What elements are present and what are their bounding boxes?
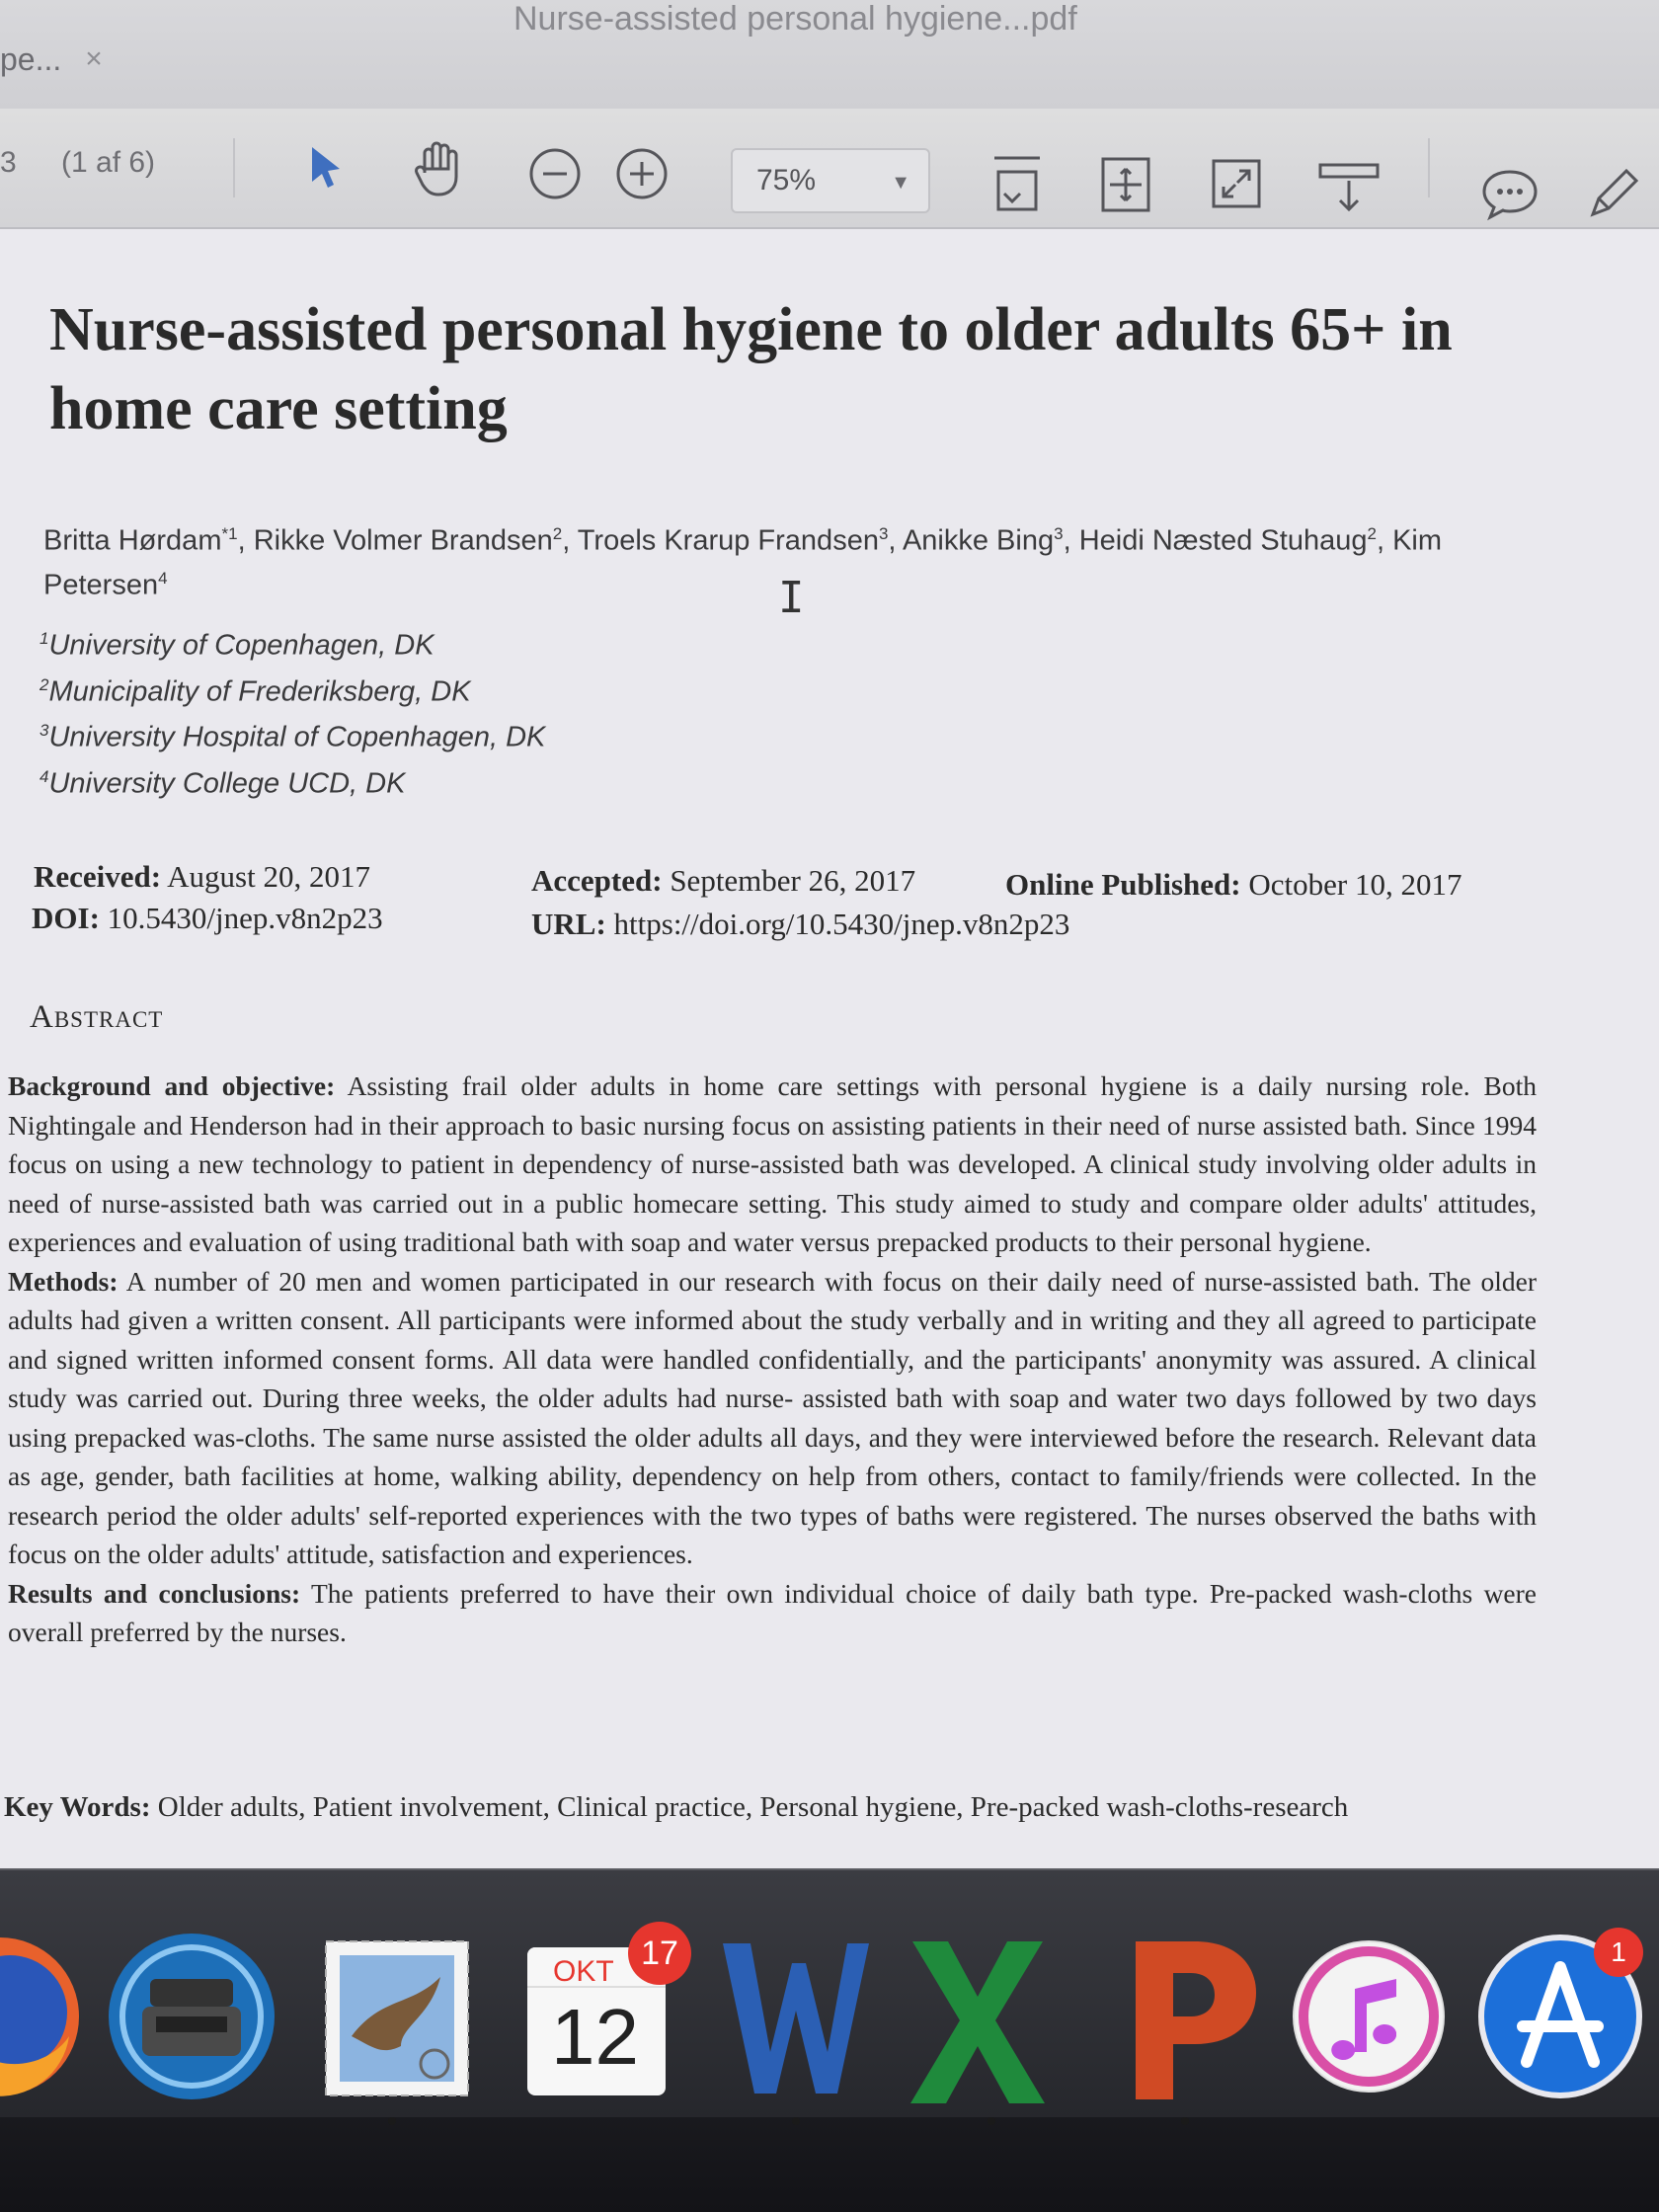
pdf-page bbox=[0, 229, 1659, 1868]
published-date: Online Published: October 10, 2017 bbox=[1005, 867, 1462, 902]
full-screen-icon[interactable] bbox=[1207, 154, 1266, 213]
mail-icon[interactable] bbox=[318, 1928, 496, 2105]
fit-page-icon[interactable] bbox=[1096, 152, 1155, 217]
affiliation: $^4$University College UCD, DK bbox=[40, 766, 406, 800]
page-number[interactable]: 3 bbox=[0, 146, 17, 179]
comment-icon[interactable] bbox=[1477, 164, 1542, 223]
excel-icon[interactable] bbox=[899, 1928, 1076, 2105]
window-title: Nurse-assisted personal hygiene...pdf bbox=[514, 0, 1077, 38]
calendar-month: OKT bbox=[553, 1955, 614, 1988]
pen-icon[interactable] bbox=[1580, 162, 1645, 227]
doi-url[interactable]: URL: https://doi.org/10.5430/jnep.v8n2p23 bbox=[531, 907, 1070, 941]
firefox-icon[interactable] bbox=[0, 1928, 89, 2105]
abstract-results: Results and conclusions: The patients preferred to have their own individual choice of daily bath type. Pre-packed wash-cloths were overall preferred by the nurses. bbox=[8, 1577, 1537, 1647]
running-indicator bbox=[1181, 2117, 1189, 2125]
calendar-icon[interactable] bbox=[517, 1928, 695, 2105]
app-store-icon[interactable] bbox=[1477, 1928, 1655, 2105]
zoom-out-icon[interactable] bbox=[525, 144, 585, 203]
zoom-select[interactable] bbox=[731, 148, 930, 213]
chevron-down-icon: ▼ bbox=[891, 172, 910, 194]
document-tab[interactable] bbox=[0, 30, 148, 89]
tab-bar bbox=[0, 0, 1659, 110]
abstract-methods: Methods: A number of 20 men and women participated in our research with focus on their daily need of nurse-assisted bath. The older adults had given a written consent. All participants were informed about the study verbally and in writing and they all agreed to participate and signed written informed consent forms. All data were handled confidentially, and the participants' anonymity was assured. A clinical study was carried out. During three weeks, the older adults had nurse- assisted bath with soap and water two days followed by two days using prepacked was-cloths. The same nurse assisted the older adults all days, and they were interviewed before the research. Relevant data as age, gender, bath facilities at home, walking ability, dependency on help from others, contact to family/friends were collected. In the research period the older adults' self-reported experiences with the two types of baths were registered. The nurses observed the baths with focus on the older adults' attitude, satisfaction and experiences. bbox=[8, 1265, 1537, 1569]
abstract-heading: Abstract bbox=[30, 999, 164, 1035]
running-indicator bbox=[792, 2117, 800, 2125]
affiliation: $^1$University of Copenhagen, DK bbox=[40, 629, 434, 662]
author-list: Britta Hørdam$^{*1}$, Rikke Volmer Brandsen$^2$, Troels Krarup Frandsen$^3$, Anikke Bing$^3$, Heidi Næsted Stuhaug$^2$, Kim Petersen$^4$ bbox=[43, 524, 1443, 601]
abstract-background: Background and objective: Assisting frail older adults in home care settings with personal hygiene is a daily nursing role. Both Nightingale and Henderson had in their approach to basic nursing focus on assisting patients in their need of nurse assisted bath. Since 1994 focus on using a new technology to patient in dependency of nurse-assisted bath was developed. A clinical study involving older adults in need of nurse-assisted bath was carried out in a public homecare setting. This study aimed to study and compare older adults' attitudes, experiences and evaluation of using traditional bath with soap and water versus prepacked products to their personal hygiene. bbox=[8, 1070, 1537, 1257]
running-indicator bbox=[388, 2117, 396, 2125]
text-cursor-icon: I bbox=[778, 573, 805, 623]
paper-title: Nurse-assisted personal hygiene to older adults 65+ in home care setting bbox=[49, 296, 1453, 442]
close-icon[interactable]: × bbox=[85, 42, 103, 75]
zoom-value: 75% bbox=[756, 164, 817, 197]
author: Anikke Bing bbox=[902, 524, 1055, 557]
author: Kim Petersen bbox=[43, 524, 1443, 601]
calendar-day: 12 bbox=[551, 1993, 639, 2081]
pdf-toolbar bbox=[0, 109, 1659, 229]
zoom-in-icon[interactable] bbox=[612, 144, 672, 203]
powerpoint-icon[interactable] bbox=[1116, 1928, 1294, 2105]
hand-tool-icon[interactable] bbox=[407, 136, 472, 201]
app-store-badge: 1 bbox=[1594, 1928, 1643, 1977]
page-layout-icon[interactable] bbox=[988, 152, 1047, 217]
affiliation-list bbox=[40, 619, 545, 804]
author: Rikke Volmer Brandsen bbox=[253, 524, 553, 557]
keywords: Key Words: Older adults, Patient involvement, Clinical practice, Personal hygiene, Pre-packed wash-cloths-research bbox=[4, 1791, 1349, 1823]
image-capture-icon[interactable] bbox=[103, 1928, 280, 2105]
author: Britta Hørdam bbox=[43, 524, 222, 557]
author: Heidi Næsted Stuhaug bbox=[1078, 524, 1368, 557]
running-indicator bbox=[988, 2117, 995, 2125]
itunes-icon[interactable] bbox=[1290, 1928, 1467, 2105]
dock bbox=[0, 1868, 1659, 2212]
affiliation: $^3$University Hospital of Copenhagen, DK bbox=[40, 721, 546, 753]
accepted-date: Accepted: September 26, 2017 bbox=[531, 863, 916, 898]
doi: DOI: 10.5430/jnep.v8n2p23 bbox=[32, 901, 383, 935]
select-tool-icon[interactable] bbox=[296, 138, 356, 198]
page-count: (1 af 6) bbox=[61, 146, 156, 179]
abstract-body bbox=[8, 1066, 1537, 1652]
word-icon[interactable] bbox=[717, 1928, 895, 2105]
scroll-mode-icon[interactable] bbox=[1313, 158, 1384, 217]
affiliation: $^2$Municipality of Frederiksberg, DK bbox=[40, 674, 471, 708]
received-date: Received: August 20, 2017 bbox=[34, 859, 370, 894]
calendar-badge: 17 bbox=[628, 1922, 691, 1985]
tab-label: pe... bbox=[0, 40, 62, 77]
author: Troels Krarup Frandsen bbox=[577, 524, 879, 557]
